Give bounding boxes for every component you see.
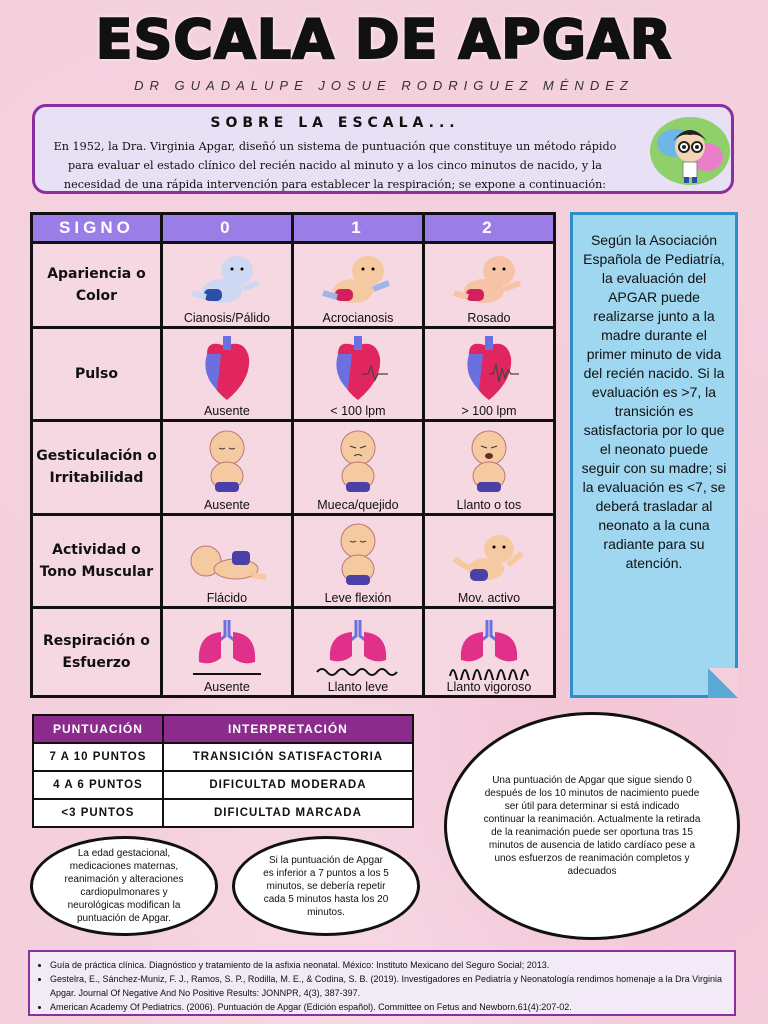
table-row — [33, 743, 413, 771]
zero-score-text: Una puntuación de Apgar que sigue siendo 0 después de los 10 minutos de nacimiento puede ser útil para determinar si está indicado continuar la reanimación. Actualmente la retirada de la reanimación puede ser oportuna tras 15 minutos de ausencia de latido cardíaco pese a unos esfuerzos de reanimación completos y adecuados — [483, 775, 701, 877]
sign-label: Pulso — [32, 327, 162, 420]
cell-label: Flácido — [206, 590, 248, 605]
table-cell — [161, 514, 292, 607]
heart-icon — [449, 334, 529, 404]
five-minute-text: Si la puntuación de Apgar es inferior a 7 puntos a los 5 minutos, se debería repetir cada 5 minutos hasta los 20 minutos. — [263, 854, 389, 918]
page-fold — [708, 668, 738, 698]
lungs-icon — [313, 614, 403, 680]
table-cell — [292, 421, 423, 514]
lungs-icon — [187, 614, 267, 680]
cell-label: Ausente — [203, 680, 250, 694]
baby-limp-icon — [182, 531, 272, 591]
table-cell — [161, 421, 292, 514]
table-row — [32, 607, 555, 696]
table-cell — [292, 243, 423, 328]
table-row — [32, 421, 555, 514]
cell-label: Mueca/quejido — [317, 497, 399, 512]
reference-item: • Gestelra, E., Sánchez-Muniz, F. J., Ramos, S. P., Rodilla, M. E., & Codina, S. B. (2019). Investigadores en Pediatría y Neonatología rendimos homenaje a la Dra Virginia Apgar. Journal Of Negative And No Positive Results: JONNPR, 4(3), 387-397. — [50, 972, 726, 1000]
baby-calm-icon — [197, 428, 257, 498]
about-text: En 1952, la Dra. Virginia Apgar, diseñó un sistema de puntuación que constituye un método rápido para evaluar el estado clínico del recién nacido al minuto y a los cinco minutos de nacido, y la necesidad de una rápida intervención para establecer la respiración; se expone a continuación: — [53, 140, 617, 191]
cell-label: Cianosis/Pálido — [183, 310, 270, 325]
baby-pink-icon — [444, 249, 534, 311]
factors-text: La edad gestacional, medicaciones maternas, reanimación y alteraciones cardiopulmonares y neurológicas modifican la puntuación de Apgar. — [64, 848, 184, 924]
sign-label: Respiración o Esfuerzo — [32, 607, 162, 696]
table-row — [33, 771, 413, 799]
table-cell — [292, 607, 423, 696]
cell-label: Llanto o tos — [456, 497, 522, 512]
header-0: 0 — [161, 214, 292, 243]
table-cell — [423, 514, 554, 607]
header-interpretacion: INTERPRETACIÓN — [163, 715, 413, 743]
table-cell — [161, 327, 292, 420]
table-cell — [161, 607, 292, 696]
cell-label: Leve flexión — [324, 590, 392, 605]
baby-acrocyanosis-icon — [313, 249, 403, 311]
side-note — [570, 212, 738, 698]
cell-label: < 100 lpm — [330, 404, 386, 419]
score-range: 7 A 10 PUNTOS — [33, 743, 163, 771]
cell-label: Llanto vigoroso — [446, 680, 532, 694]
about-heading: SOBRE LA ESCALA... — [210, 115, 460, 131]
cell-label: Llanto leve — [327, 680, 389, 694]
score-range: 4 A 6 PUNTOS — [33, 771, 163, 799]
header-signo: SIGNO — [32, 214, 162, 243]
five-minute-oval — [232, 836, 420, 936]
baby-flexion-icon — [328, 521, 388, 591]
cell-label: Mov. activo — [457, 590, 521, 605]
cell-label: > 100 lpm — [461, 404, 517, 419]
zero-score-oval — [444, 712, 740, 940]
reference-item: • American Academy Of Pediatrics. (2006). Puntuación de Apgar (Edición español). Committee on Fetus and Newborn.61(4):207-02. — [50, 1000, 726, 1014]
header-1: 1 — [292, 214, 423, 243]
avatar-icon — [647, 113, 733, 187]
header-puntuacion: PUNTUACIÓN — [33, 715, 163, 743]
heart-icon — [187, 334, 267, 404]
about-box — [32, 104, 734, 194]
cell-label: Rosado — [467, 310, 511, 325]
table-cell — [423, 421, 554, 514]
baby-grimace-icon — [328, 428, 388, 498]
sign-label: Gesticulación o Irritabilidad — [32, 421, 162, 514]
author-name: DR GUADALUPE JOSUE RODRIGUEZ MÉNDEZ — [134, 78, 634, 93]
score-interpretation: DIFICULTAD MARCADA — [163, 799, 413, 827]
cell-label: Acrocianosis — [322, 310, 394, 325]
cell-label: Ausente — [203, 497, 250, 512]
page-title: ESCALA DE APGAR — [95, 8, 673, 71]
score-table — [32, 714, 414, 828]
references-box — [28, 950, 736, 1016]
table-row — [33, 799, 413, 827]
apgar-table — [30, 212, 556, 698]
score-interpretation: DIFICULTAD MODERADA — [163, 771, 413, 799]
table-row — [32, 243, 555, 328]
side-note-text: Según la Asociación Española de Pediatría, la evaluación del APGAR puede realizarse junto a la madre durante el primer minuto de vida del recién nacido. Si la evaluación es >7, la transición es satisfactoria por lo que el neonato puede seguir con su madre; si la evaluación es <7, se deberá trasladar al neonato a la cuna radiante para su atención. — [581, 232, 727, 571]
factors-oval — [30, 836, 218, 936]
table-cell — [423, 607, 554, 696]
reference-item: • Guía de práctica clínica. Diagnóstico y tratamiento de la asfixia neonatal. México: Instituto Mexicano del Seguro Social; 2013. — [50, 958, 726, 972]
score-range: <3 PUNTOS — [33, 799, 163, 827]
table-cell — [423, 243, 554, 328]
table-cell — [292, 327, 423, 420]
table-cell — [423, 327, 554, 420]
sign-label: Actividad o Tono Muscular — [32, 514, 162, 607]
score-interpretation: TRANSICIÓN SATISFACTORIA — [163, 743, 413, 771]
heart-icon — [318, 334, 398, 404]
baby-active-icon — [444, 529, 534, 591]
table-cell — [292, 514, 423, 607]
table-cell — [161, 243, 292, 328]
header-2: 2 — [423, 214, 554, 243]
table-row — [32, 327, 555, 420]
cell-label: Ausente — [203, 404, 250, 419]
baby-pale-icon — [182, 249, 272, 311]
lungs-icon — [444, 614, 534, 680]
sign-label: Apariencia o Color — [32, 243, 162, 328]
baby-crying-icon — [459, 428, 519, 498]
table-row — [32, 514, 555, 607]
